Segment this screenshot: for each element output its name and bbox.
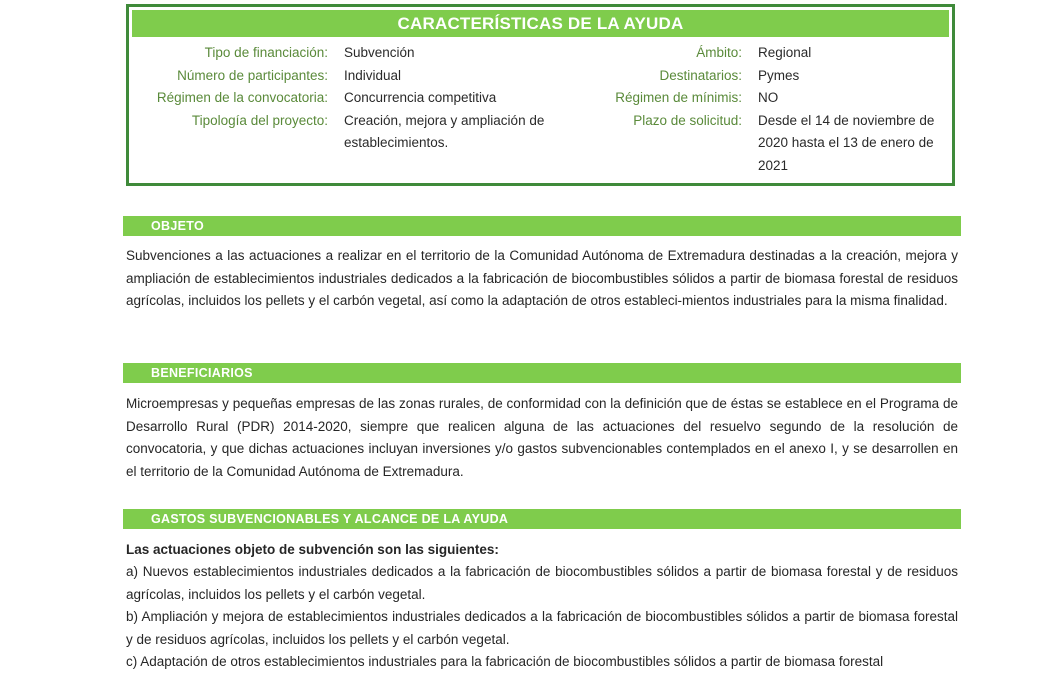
objeto-paragraph: Subvenciones a las actuaciones a realizar en el territorio de la Comunidad Autónoma de Extremadura destinadas a la creación, mejora y ampliación de establecimientos industriales dedicados a la fabricación de biocombustibles sólidos a partir de biomasa forestal de residuos agrícolas, incluidos los pellets y el carbón vegetal, así como la adaptación de otros estableci-mientos industriales para la misma finalidad. [126,248,958,308]
section-header-objeto: OBJETO [123,216,961,236]
characteristics-left-column [129,42,554,155]
section-header-beneficiarios: BENEFICIARIOS [123,363,961,383]
field-label: Número de participantes: [177,67,328,83]
field-row [129,42,554,65]
field-row [129,87,554,110]
field-value: Subvención [344,45,415,60]
field-label: Ámbito: [696,45,742,60]
list-item: b) Ampliación y mejora de establecimientos industriales dedicados a la fabricación de biocombustibles sólidos a partir de biomasa forestal y de residuos agrícolas, incluidos los pellets y el carbón vegetal. [126,609,958,647]
field-value: Individual [344,67,402,83]
list-item: a) Nuevos establecimientos industriales dedicados a la fabricación de biocombustibles sólidos a partir de biomasa forestal y de residuos agrícolas, incluidos los pellets y el carbón vegetal. [126,564,958,602]
field-value: Regional [758,45,812,60]
field-label: Tipología del proyecto: [191,112,328,128]
field-label: Régimen de la convocatoria: [156,90,328,105]
field-value: Concurrencia competitiva [344,90,497,105]
field-row [547,42,943,65]
field-value: Desde el 14 de noviembre de 2020 hasta el 13 de enero de 2021 [758,112,935,173]
field-value: NO [758,90,779,105]
card-title: CARACTERÍSTICAS DE LA AYUDA [132,10,949,37]
section-header-gastos: GASTOS SUBVENCIONABLES Y ALCANCE DE LA AYUDA [123,509,961,529]
list-item: c) Adaptación de otros establecimientos industriales para la fabricación de biocombustibles sólidos a partir de biomasa forestal [126,654,884,669]
field-label: Destinatarios: [659,67,742,83]
characteristics-card [126,4,955,186]
field-label: Tipo de financiación: [204,45,328,60]
characteristics-right-column [547,42,943,177]
field-value: Pymes [758,67,800,83]
field-row [547,65,943,88]
field-row [547,87,943,110]
field-row [129,110,554,155]
field-label: Régimen de mínimis: [615,90,742,105]
field-value: Creación, mejora y ampliación de establecimientos. [344,112,545,150]
field-label: Plazo de solicitud: [633,112,742,128]
gastos-lead: Las actuaciones objeto de subvención son las siguientes: [126,542,499,557]
beneficiarios-paragraph: Microempresas y pequeñas empresas de las zonas rurales, de conformidad con la definición que de éstas se establece en el Programa de Desarrollo Rural (PDR) 2014-2020, siempre que realicen alguna de las actuaciones del resuelvo segundo de la resolución de convocatoria, y que dichas actuaciones incluyan inversiones y/o gastos subvencionables contemplados en el anexo I, y se desarrollen en el territorio de la Comunidad Autónoma de Extremadura. [126,396,958,479]
field-row [129,65,554,88]
field-row [547,110,943,178]
